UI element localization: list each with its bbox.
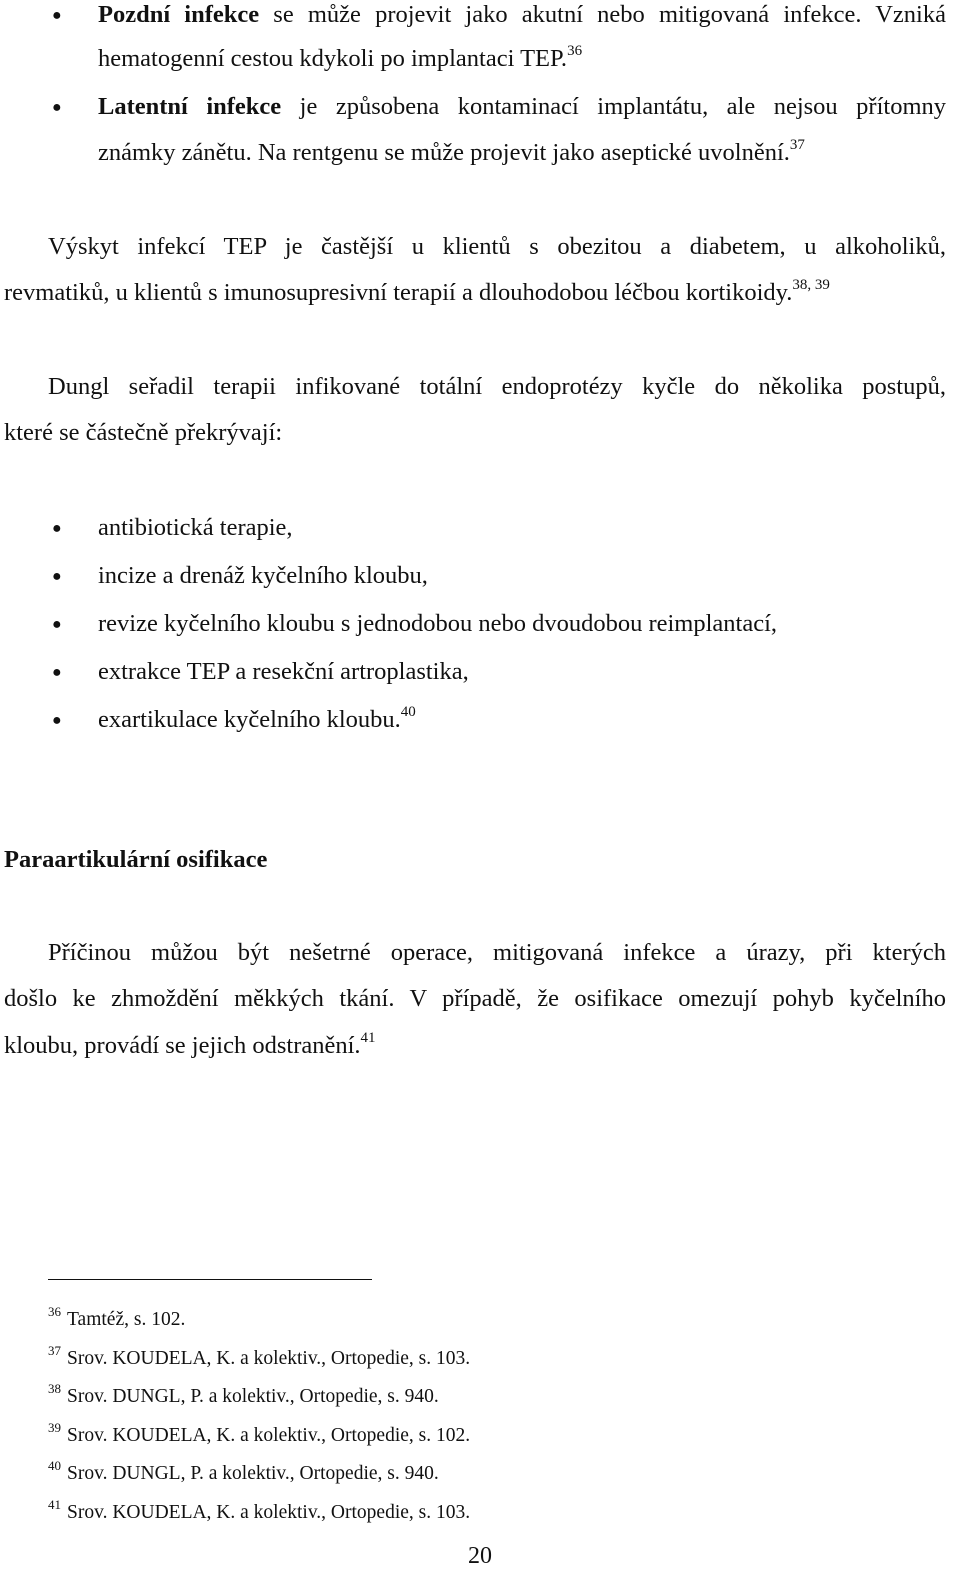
list-item: revize kyčelního kloubu s jednodobou nebo dvoudobou reimplantací, <box>98 610 778 637</box>
infection-term: Latentní infekce <box>98 93 282 120</box>
bullet-icon: ● <box>52 99 62 116</box>
list-item: incize a drenáž kyčelního kloubu, <box>98 562 428 589</box>
footnote: $^{40}$ Srov. DUNGL, P. a kolektiv., Ortopedie, s. 940. <box>48 1458 439 1484</box>
footnote: $^{37}$ Srov. KOUDELA, K. a kolektiv., Ortopedie, s. 103. <box>48 1343 471 1369</box>
bullet-icon: ● <box>52 568 62 585</box>
footnote-ref: 40 <box>400 704 416 720</box>
footnote-separator <box>48 1279 372 1280</box>
bullet-icon: ● <box>52 7 62 24</box>
footnote: $^{39}$ Srov. KOUDELA, K. a kolektiv., Ortopedie, s. 102. <box>48 1420 471 1446</box>
footnote: $^{36}$ Tamtéž, s. 102. <box>48 1304 186 1330</box>
footnote-ref: 36 <box>567 43 583 59</box>
infection-term: Pozdní infekce <box>98 1 260 28</box>
list-item-continuation: hematogenní cestou kdykoli po implantaci TEP.$^{36}$ <box>98 43 583 72</box>
footnote-ref: 41 <box>360 1030 376 1046</box>
list-item: Pozdní infekce se může projevit jako akutní nebo mitigovaná infekce. Vzniká <box>98 1 946 28</box>
list-item: exartikulace kyčelního kloubu.$^{40}$ <box>98 704 416 733</box>
list-item: Latentní infekce je způsobena kontaminací implantátu, ale nejsou přítomny <box>98 93 946 120</box>
document-page: ● Pozdní infekce se může projevit jako akutní nebo mitigovaná infekce. Vzniká hematogenní cestou kdykoli po implantaci TEP.$^{36}$ ● Latentní infekce je způsobena kontaminací implantátu, ale nejsou přítomny známky zánětu. Na rentgenu se může projevit jako aseptické uvolnění.$^{37}$ Výskyt infekcí TEP je častější u klientů s obezitou a diabetem, u alkoholiků, revmatiků, u klientů s imunosupresivní terapií a dlouhodobou léčbou kortikoidy.$^{38, 39}$ Dungl seřadil terapii infikované totální endoprotézy kyčle do několika postupů, které se částečně překrývají: ● antibiotická terapie, ● incize a drenáž kyčelního kloubu, ● revize kyčelního kloubu s jednodobou nebo dvoudobou reimplantací, ● extrakce TEP a resekční artroplastika, ● exartikulace kyčelního kloubu.$^{40}$ Paraartikulární osifikace Příčinou můžou být nešetrné operace, mitigovaná infekce a úrazy, při kterých došlo ke zhmoždění měkkých tkání. V případě, že osifikace omezují pohyb kyčelního kloubu, provádí se jejich odstranění.$^{41}$ $^{36}$ Tamtéž, s. 102. $^{37}$ Srov. KOUDELA, K. a kolektiv., Ortopedie, s. 103. $^{38}$ Srov. DUNGL, P. a kolektiv., Ortopedie, s. 940. $^{39}$ Srov. KOUDELA, K. a kolektiv., Ortopedie, s. 102. $^{40}$ Srov. DUNGL, P. a kolektiv., Ortopedie, s. 940. $^{41}$ Srov. KOUDELA, K. a kolektiv., Ortopedie, s. 103. 20 <box>0 0 960 1588</box>
bullet-icon: ● <box>52 520 62 537</box>
footnote-ref: 38, 39 <box>792 277 830 293</box>
bullet-icon: ● <box>52 616 62 633</box>
list-item-continuation: známky zánětu. Na rentgenu se může projevit jako aseptické uvolnění.$^{37}$ <box>98 137 805 166</box>
list-item: antibiotická terapie, <box>98 514 293 541</box>
section-heading: Paraartikulární osifikace <box>4 846 268 873</box>
page-number: 20 <box>468 1543 492 1569</box>
list-item: extrakce TEP a resekční artroplastika, <box>98 658 469 685</box>
footnote: $^{41}$ Srov. KOUDELA, K. a kolektiv., Ortopedie, s. 103. <box>48 1497 471 1523</box>
footnote: $^{38}$ Srov. DUNGL, P. a kolektiv., Ortopedie, s. 940. <box>48 1381 439 1407</box>
bullet-icon: ● <box>52 664 62 681</box>
footnote-ref: 37 <box>789 137 805 153</box>
bullet-icon: ● <box>52 712 62 729</box>
